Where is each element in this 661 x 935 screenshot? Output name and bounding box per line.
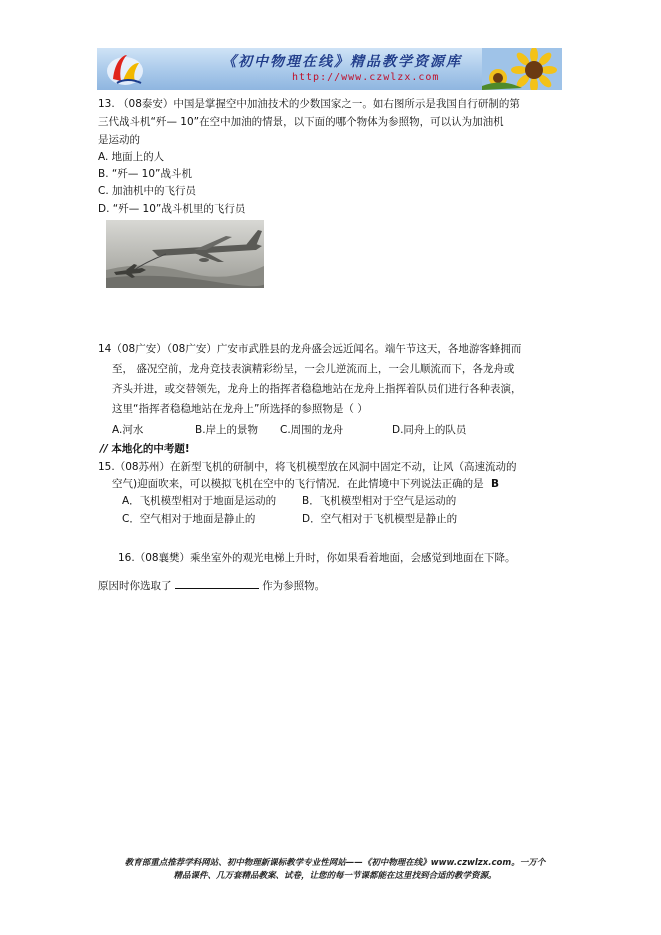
q14-line2: 至， 盛况空前，龙舟竞技表演精彩纷呈，一会儿逆流而上，一会儿顺流而下，各龙舟或 [112, 363, 515, 375]
q13-option-d: D. “歼— 10”战斗机里的飞行员 [98, 203, 246, 215]
banner-url[interactable]: http://www.czwlzx.com [292, 72, 440, 83]
q16-line2: 原因时你选取了 作为参照物。 [98, 580, 326, 592]
q16-answer-blank[interactable] [175, 578, 259, 589]
q13-option-c: C. 加油机中的飞行员 [98, 185, 197, 197]
footer-line2: 精品课件、几万套精品教案、试卷，让您的每一节课都能在这里找到合适的教学资源。 [173, 871, 497, 881]
q15-option-c: C．空气相对于地面是静止的 [122, 513, 256, 525]
q14-line4: 这里“指挥者稳稳地站在龙舟上”所选择的参照物是（ ） [112, 403, 368, 415]
q13-stem-line2: 三代战斗机“歼— 10”在空中加油的情景，以下面的哪个物体为参照物，可以认为加油机 [98, 116, 504, 128]
q14-option-b: B.岸上的景物 [195, 424, 259, 436]
q15-answer: B [490, 478, 499, 490]
q14-option-d: D.同舟上的队员 [392, 424, 467, 436]
q15-line1: 15.（08苏州）在新型飞机的研制中，将飞机模型放在风洞中固定不动，让风（高速流动的 [98, 461, 517, 473]
q13-option-a: A. 地面上的人 [98, 151, 165, 163]
q14-option-c: C.周围的龙舟 [280, 424, 344, 436]
q15-option-d: D．空气相对于飞机模型是静止的 [302, 513, 458, 525]
aerial-refueling-photo [106, 220, 264, 288]
bullet-marks-icon: // [100, 443, 108, 455]
q14-line1: 14（08广安）（08广安）广安市武胜县的龙舟盛会远近闻名。端午节这天，各地游客蜂拥而 [98, 343, 522, 355]
q15-option-b: B．飞机模型相对于空气是运动的 [302, 495, 457, 507]
sunflower-icon [482, 48, 562, 90]
q13-stem-line1: 13. （08泰安）中国是掌握空中加油技术的少数国家之一。如右图所示是我国自行研制的第 [98, 98, 520, 110]
site-logo-icon [105, 51, 145, 87]
q13-option-b: B. “歼— 10”战斗机 [98, 168, 192, 180]
footer-line1: 教育部重点推荐学科网站、初中物理新课标教学专业性网站——《初中物理在线》www.czwlzx.com。一万个 [124, 858, 546, 868]
q16-line1: 16.（08襄樊）乘坐室外的观光电梯上升时，你如果看着地面，会感觉到地面在下降。 [118, 552, 516, 564]
banner-title: 《初中物理在线》精品教学资源库 [222, 54, 462, 70]
header-banner [97, 48, 562, 90]
q15-line2: 空气)迎面吹来，可以模拟飞机在空中的飞行情况．在此情境中下列说法正确的是 B [112, 478, 499, 490]
q14-line3: 齐头并进，或交替领先，龙舟上的指挥者稳稳地站在龙舟上指挥着队员们进行各种表演， [112, 383, 522, 395]
q15-option-a: A．飞机模型相对于地面是运动的 [122, 495, 277, 507]
section-heading: // 本地化的中考题! [100, 443, 190, 455]
q14-option-a: A.河水 [112, 424, 144, 436]
q13-stem-line3: 是运动的 [98, 134, 140, 146]
